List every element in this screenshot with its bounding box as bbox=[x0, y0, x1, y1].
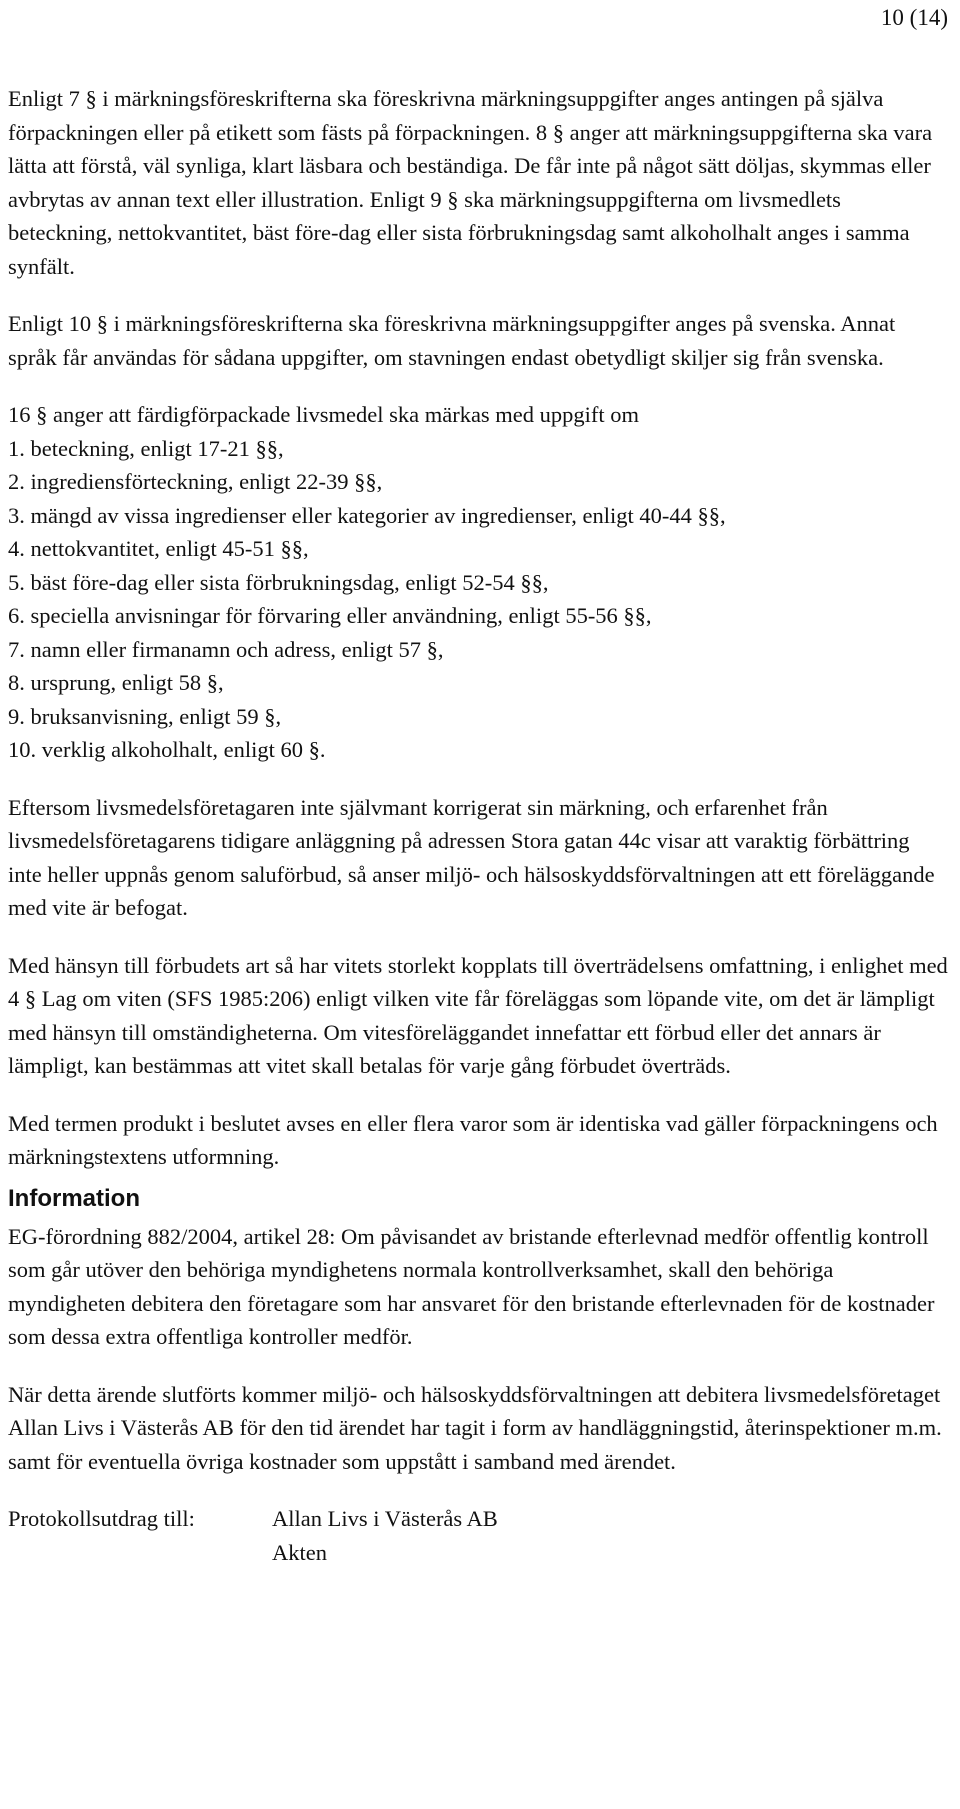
list-item: 2. ingrediensförteckning, enligt 22-39 §§, bbox=[8, 469, 383, 494]
page-number: 10 (14) bbox=[880, 5, 948, 30]
list-item: 5. bäst före-dag eller sista förbrukningsdag, enligt 52-54 §§, bbox=[8, 569, 549, 595]
document-body bbox=[8, 82, 948, 1569]
protocol-recipient: Akten bbox=[272, 1539, 327, 1565]
paragraph-fine-size: Med hänsyn till förbudets art så har vitets storlekt kopplats till överträdelsens omfattning, i enlighet med 4 § Lag om viten (SFS 1985:206) enligt vilken vite får föreläggas som löpande vite, om det är lämpligt med hänsyn till omständigheterna. Om vitesföreläggandet innefattar ett förbud eller det annars är lämpligt, kan bestämmas att vitet skall betalas för varje gång förbudet överträds. bbox=[8, 952, 948, 1078]
protocol-extract bbox=[8, 1502, 948, 1569]
paragraph-eg-regulation: EG-förordning 882/2004, artikel 28: Om påvisandet av bristande efterlevnad medför offentlig kontroll som går utöver den behöriga myndighetens normala kontrollverksamhet, skall den behöriga myndigheten debitera den företagare som har ansvaret för den bristande efterlevnaden för de kostnader som dessa extra offentliga kontroller medför. bbox=[8, 1223, 935, 1349]
list-item: 6. speciella anvisningar för förvaring eller användning, enligt 55-56 §§, bbox=[8, 603, 652, 628]
protocol-recipients bbox=[272, 1502, 498, 1569]
paragraph-debit-notice: När detta ärende slutförts kommer miljö- och hälsoskyddsförvaltningen att debitera livsmedelsföretaget Allan Livs i Västerås AB för den tid ärendet har tagit i form av handläggningstid, återinspektioner m.m. samt för eventuella övriga kostnader som uppstått i samband med ärendet. bbox=[8, 1381, 942, 1474]
list-item: 10. verklig alkoholhalt, enligt 60 §. bbox=[8, 737, 326, 762]
list-item: 9. bruksanvisning, enligt 59 §, bbox=[8, 703, 282, 729]
paragraph-motivation: Eftersom livsmedelsföretagaren inte självmant korrigerat sin märkning, och erfarenhet från livsmedelsföretagarens tidigare anläggning på adressen Stora gatan 44c visar att varaktig förbättring inte heller uppnås genom saluförbud, så anser miljö- och hälsoskyddsförvaltningen att ett föreläggande med vite är befogat. bbox=[8, 794, 935, 920]
list-item: 1. beteckning, enligt 17-21 §§, bbox=[8, 435, 284, 461]
list-item: 7. namn eller firmanamn och adress, enligt 57 §, bbox=[8, 636, 444, 662]
information-heading: Information bbox=[8, 1184, 140, 1212]
list-item: 8. ursprung, enligt 58 §, bbox=[8, 670, 224, 695]
labeling-requirements-list bbox=[8, 398, 948, 767]
list-item: 3. mängd av vissa ingredienser eller kategorier av ingredienser, enligt 40-44 §§, bbox=[8, 502, 726, 528]
list-item: 4. nettokvantitet, enligt 45-51 §§, bbox=[8, 536, 309, 561]
paragraph-labeling-rules: Enligt 7 § i märkningsföreskrifterna ska föreskrivna märkningsuppgifter anges antingen på själva förpackningen eller på etikett som fästs på förpackningen. 8 § anger att märkningsuppgifterna ska vara lätta att förstå, väl synliga, klart läsbara och beständiga. De får inte på något sätt döljas, skymmas eller avbrytas av annan text eller illustration. Enligt 9 § ska märkningsuppgifterna om livsmedlets beteckning, nettokvantitet, bäst före-dag eller sista förbrukningsdag samt alkoholhalt anges i samma synfält. bbox=[8, 86, 933, 279]
list-intro: 16 § anger att färdigförpackade livsmedel ska märkas med uppgift om bbox=[8, 402, 640, 427]
paragraph-product-definition: Med termen produkt i beslutet avses en eller flera varor som är identiska vad gäller förpackningens och märkningstextens utformning. bbox=[8, 1110, 938, 1169]
protocol-label: Protokollsutdrag till: bbox=[8, 1506, 195, 1531]
protocol-recipient: Allan Livs i Västerås AB bbox=[272, 1506, 498, 1531]
paragraph-language-rules: Enligt 10 § i märkningsföreskrifterna ska föreskrivna märkningsuppgifter anges på svenska. Annat språk får användas för sådana uppgifter, om stavningen endast obetydligt skiljer sig från svenska. bbox=[8, 311, 896, 370]
